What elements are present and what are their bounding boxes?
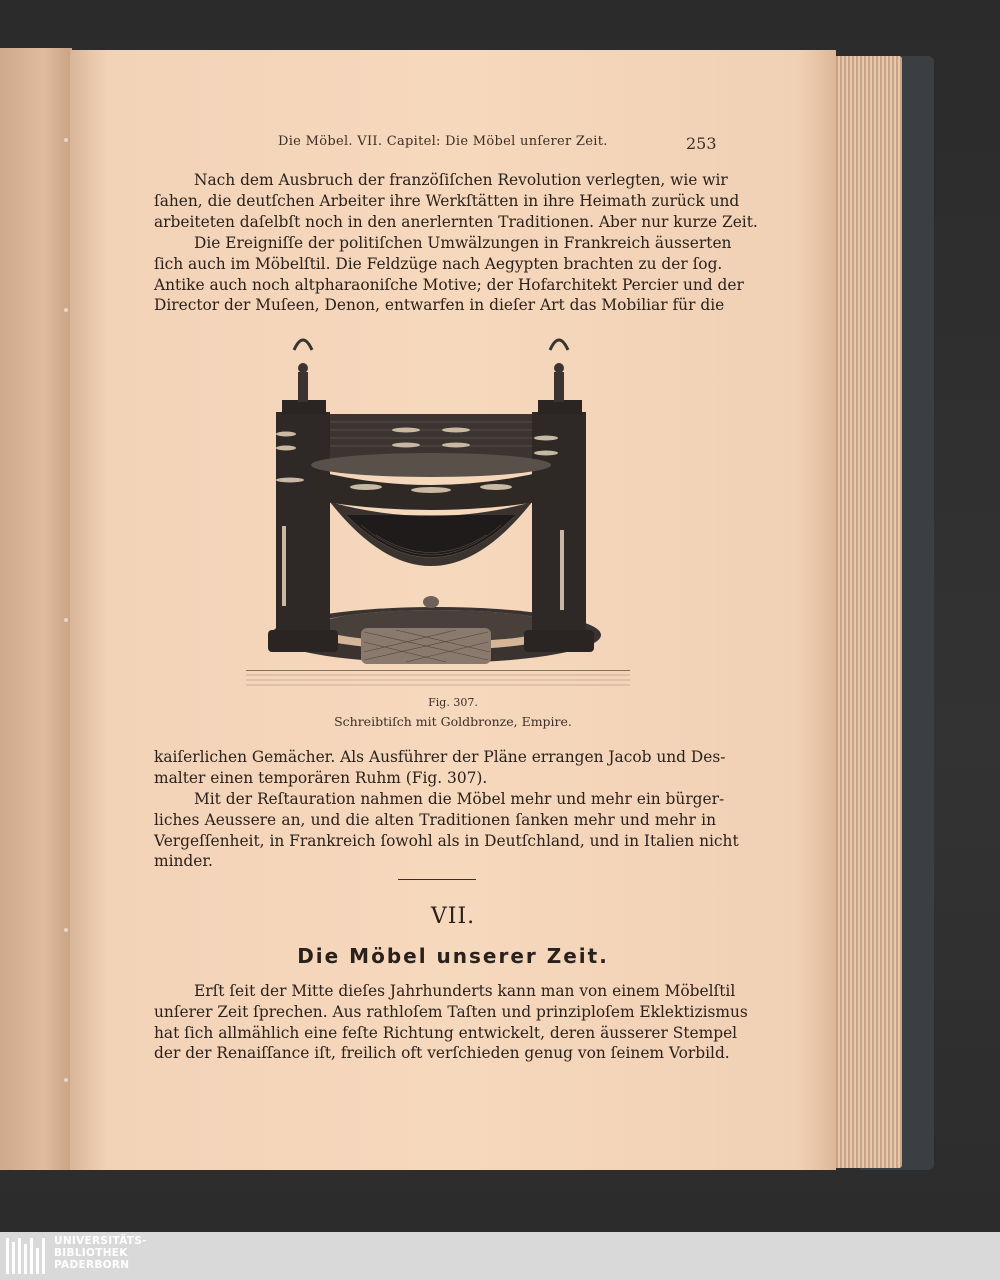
paragraph-2 [154,233,744,316]
book-page [70,50,836,1170]
paragraph-4 [154,789,739,872]
text-line: ſahen, die deutſchen Arbeiter ihre Werkſtätten in ihre Heimath zurück und [154,191,740,210]
chapter-title: Die Möbel unserer Zeit. [297,944,609,968]
text-line: hat ſich allmählich eine feſte Richtung entwickelt, deren äusserer Stempel [154,1023,738,1042]
text-line: Erſt ſeit der Mitte dieſes Jahrhunderts kann man von einem Möbelſtil [194,982,736,1000]
chapter-number: VII. [430,904,476,929]
text-line: Antike auch noch altpharaoniſche Motive; der Hofarchitekt Percier und der [154,275,744,294]
figure-number: Fig. 307. [428,696,478,709]
library-logo-icon [6,1238,46,1274]
running-head: Die Möbel. VII. Capitel: Die Möbel unſerer Zeit. [278,134,608,149]
page-number: 253 [686,134,717,153]
text-line: malter einen temporären Ruhm (Fig. 307). [154,768,488,787]
paragraph-5 [154,981,748,1064]
text-line: unſerer Zeit ſprechen. Aus rathloſem Taſten und prinziploſem Eklektizismus [154,1002,748,1021]
text-line: Director der Muſeen, Denon, entwarfen in dieſer Art das Mobiliar für die [154,296,725,315]
left-page-edge [0,48,72,1170]
logo-line: BIBLIOTHEK [54,1247,128,1259]
text-line: Die Ereigniſſe der politiſchen Umwälzungen in Frankreich äusserten [194,234,732,252]
logo-line: PADERBORN [54,1259,130,1271]
text-line: Vergeſſenheit, in Frankreich ſowohl als in Deutſchland, und in Italien nicht [154,831,739,850]
paragraph-1 [154,170,758,232]
desk-engraving [246,330,630,686]
figure-empire-desk [246,330,630,686]
text-line: liches Aeussere an, und die alten Traditionen ſanken mehr und mehr in [154,810,716,829]
figure-caption: Schreibtiſch mit Goldbronze, Empire. [334,714,572,729]
text-line: Mit der Reſtauration nahmen die Möbel mehr und mehr ein bürger- [194,790,725,808]
text-line: kaiſerlichen Gemächer. Als Ausführer der Pläne errangen Jacob und Des- [154,748,726,766]
logo-line: UNIVERSITÄTS- [54,1235,147,1247]
library-logo-text [54,1235,147,1271]
section-divider [398,879,476,880]
text-line: der der Renaiſſance iſt, freilich oft verſchieden genug von ſeinem Vorbild. [154,1044,730,1063]
page-edges [832,56,902,1168]
paragraph-3 [154,747,726,789]
text-line: Nach dem Ausbruch der franzöſiſchen Revolution verlegten, wie wir [194,171,728,189]
text-line: minder. [154,852,213,871]
text-line: arbeiteten daſelbſt noch in den anerlernten Traditionen. Aber nur kurze Zeit. [154,212,758,231]
text-line: ſich auch im Möbelſtil. Die Feldzüge nach Aegypten brachten zu der ſog. [154,254,723,273]
library-footer [0,1232,1000,1280]
